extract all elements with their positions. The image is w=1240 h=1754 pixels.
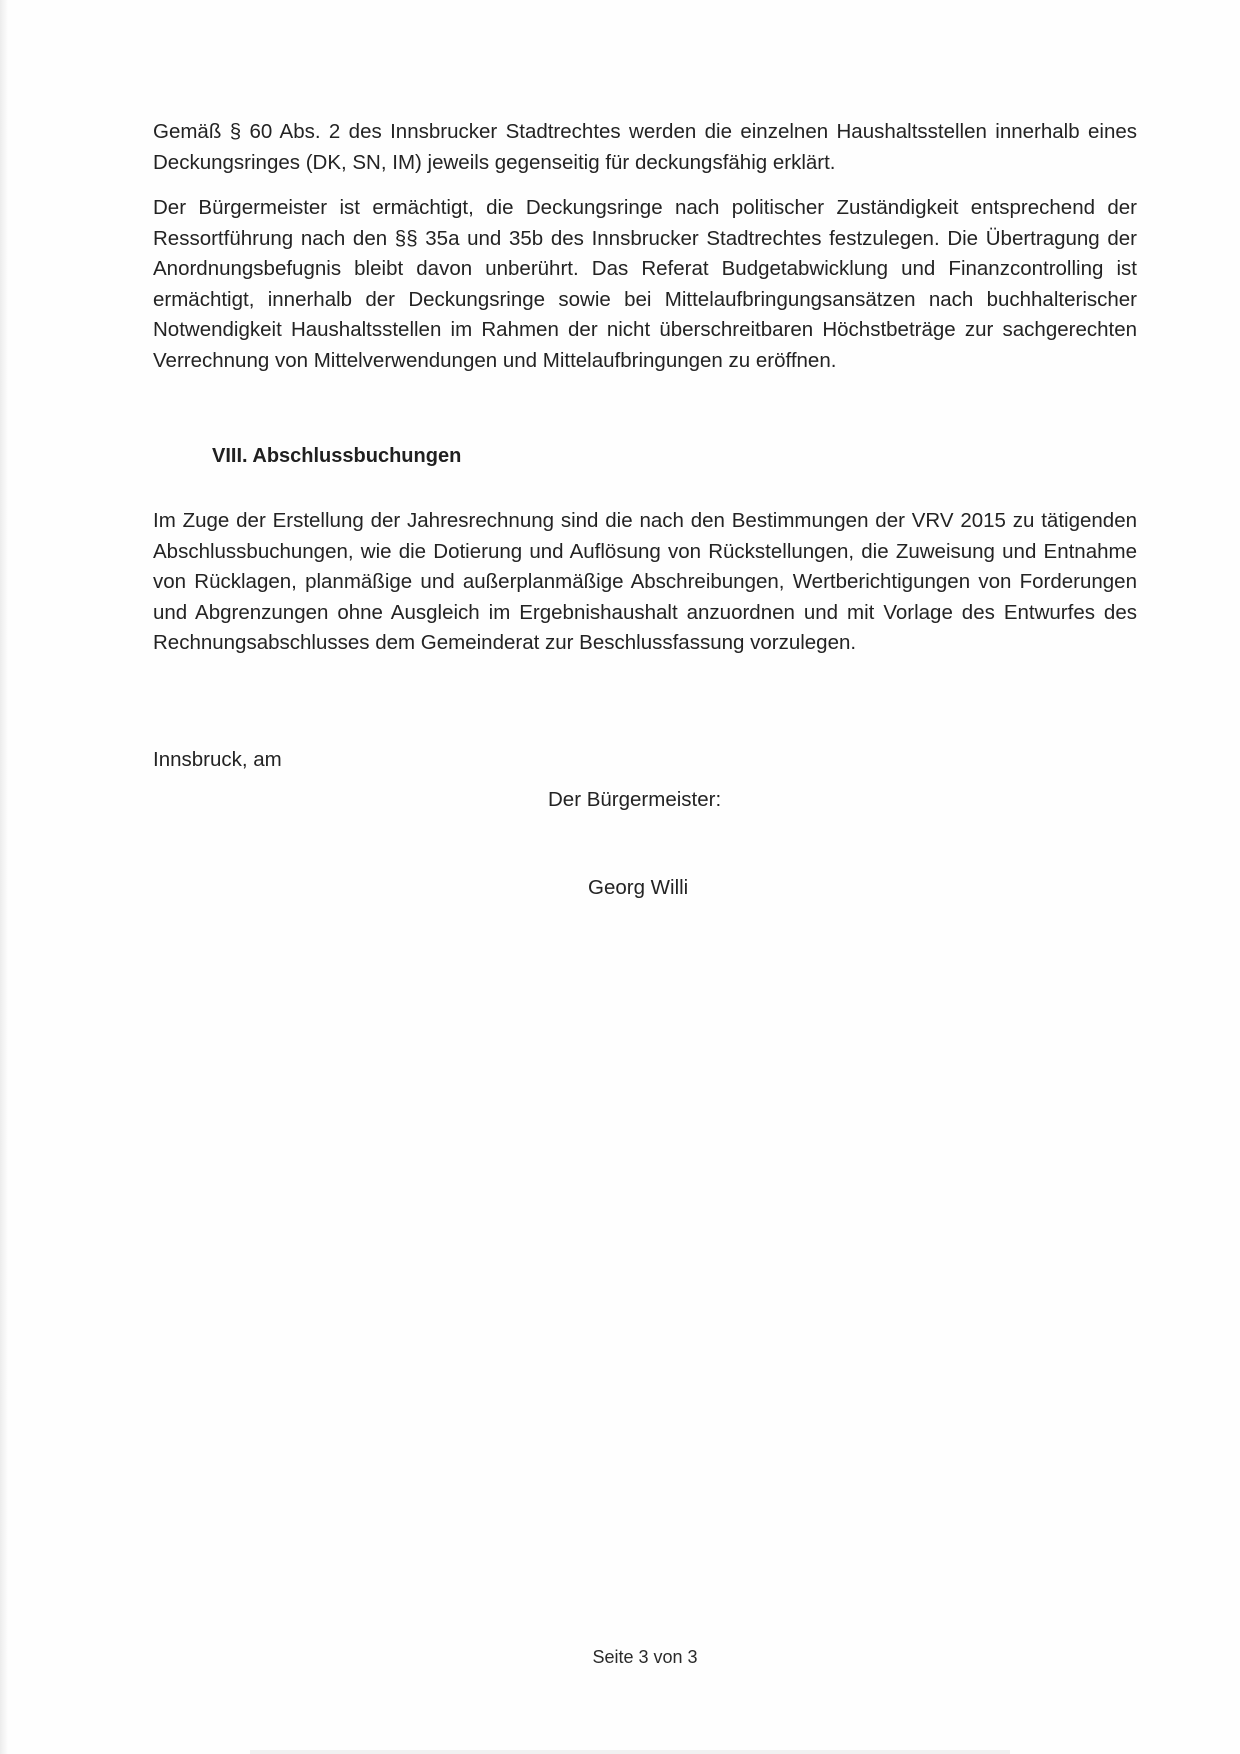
scan-edge-shadow [0,0,8,1754]
signer-name: Georg Willi [588,876,689,899]
section-heading: VIII. Abschlussbuchungen [212,445,462,467]
place-date-line: Innsbruck, am [153,748,282,771]
paragraph-deckungsfaehigkeit: Gemäß § 60 Abs. 2 des Innsbrucker Stadtrechtes werden die einzelnen Haushaltsstellen innerhalb eines Deckungsringes (DK, SN, IM) jeweils gegenseitig für deckungsfähig erklärt. [153,120,1137,174]
signer-role: Der Bürgermeister: [548,788,722,811]
paragraph-abschlussbuchungen: Im Zuge der Erstellung der Jahresrechnung sind die nach den Bestimmungen der VRV 2015 zu tätigenden Abschlussbuchungen, wie die Dotierung und Auflösung von Rückstellungen, die Zuweisung und Entnahme von Rücklagen, planmäßige und außerplanmäßige Abschreibungen, Wertberichtigungen von Forderungen und Abgrenzungen ohne Ausgleich im Ergebnishaushalt anzuordnen und mit Vorlage des Entwurfes des Rechnungsabschlusses dem Gemeinderat zur Beschlussfassung vorzulegen. [153,509,1137,655]
page-number: Seite 3 von 3 [592,1647,698,1667]
paragraph-deckungsringe: Der Bürgermeister ist ermächtigt, die Deckungsringe nach politischer Zuständigkeit entsprechend der Ressortführung nach den §§ 35a und 35b des Innsbrucker Stadtrechtes festzulegen. Die Übertragung der Anordnungsbefugnis bleibt davon unberührt. Das Referat Budgetabwicklung und Finanzcontrolling ist ermächtigt, innerhalb der Deckungsringe sowie bei Mittelaufbringungsansätzen nach buchhalterischer Notwendigkeit Haushaltsstellen im Rahmen der nicht überschreitbaren Höchstbeträge zur sachgerechten Verrechnung von Mittelverwendungen und Mittelaufbringungen zu eröffnen. [153,196,1137,372]
scan-bottom-shadow [250,1750,1010,1754]
